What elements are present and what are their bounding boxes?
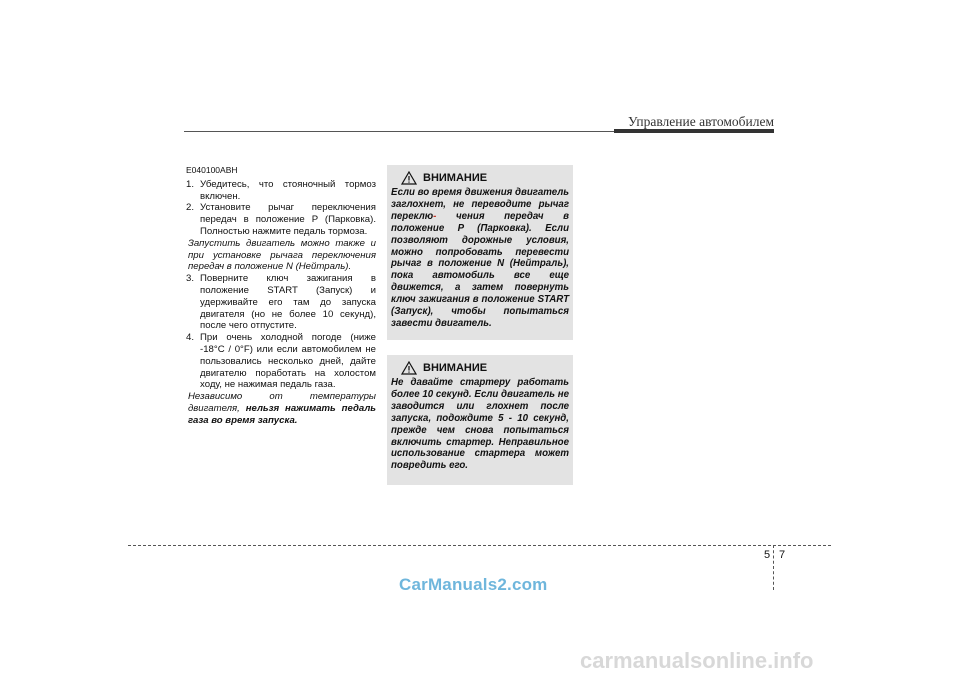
carmanuals-watermark[interactable]: CarManuals2.com (399, 575, 548, 594)
section-code: E040100ABH (186, 165, 238, 175)
warning-header (401, 171, 569, 185)
site-watermark: carmanualsonline.info (580, 648, 814, 673)
step-text: Поверните ключ зажигания в положение START (Запуск) и удерживайте его там до запуска двигателя (но не более 10 секунд), после чего отпустите. (200, 273, 376, 332)
warning-header (401, 361, 569, 375)
step-1 (186, 179, 376, 203)
neutral-note: Запустить двигатель можно также и при установке рычага переключения передач в положение N (Нейтраль). (188, 237, 376, 273)
step-number: 2. (186, 202, 195, 214)
hyphen-mark: - (433, 210, 437, 222)
page-number-divider (773, 545, 774, 590)
warning-text (391, 187, 569, 330)
step-text: При очень холодной погоде (ниже -18°C / 0°F) или если автомобилем не пользовались несколько дней, дайте двигателю поработать на холостом ходу, не нажимая педаль газа. (200, 332, 376, 391)
header-title: Управление автомобилем (628, 114, 774, 129)
warning-triangle-icon (401, 361, 417, 375)
warning-text-a: Если во время движения двигатель заглохнет, не переводите рычаг переклю (391, 187, 569, 222)
step-number: 4. (186, 332, 195, 344)
section-number: 5 (764, 549, 771, 561)
throttle-note-a: Независимо от температуры двигателя, (188, 391, 376, 414)
header-bar (614, 129, 774, 133)
step-3 (186, 273, 376, 332)
footer-divider (128, 545, 831, 546)
warning-box-2 (387, 355, 573, 485)
warning-text-b: чения передач в положение P (Парковка). Если позволяют дорожные условия, можно попробовать перевести рычаг в положение N (Нейтраль), пока автомобиль все еще движется, а затем повернуть ключ зажигания в положение START (Запуск), чтобы попытаться завести двигатель. (391, 210, 569, 329)
warning-title: ВНИМАНИЕ (423, 172, 488, 184)
header-rule (184, 131, 614, 132)
step-number: 1. (186, 178, 195, 190)
instructions-column (186, 165, 376, 427)
step-2 (186, 202, 376, 237)
step-number: 3. (186, 273, 195, 285)
throttle-note (186, 391, 376, 426)
warning-text: Не давайте стартеру работать более 10 секунд. Если двигатель не заводится или глохнет после запуска, подождите 5 - 10 секунд, прежде чем снова попытаться включить стартер. Неправильное использование стартера может повредить его. (391, 377, 569, 472)
warning-box-1 (387, 165, 573, 340)
step-text: Убедитесь, что стояночный тормоз включен. (200, 178, 376, 202)
throttle-note-b: нельзя нажимать педаль газа во время запуска. (188, 402, 376, 426)
step-4 (186, 332, 376, 391)
page-number: 7 (779, 549, 786, 561)
warning-triangle-icon (401, 171, 417, 185)
warning-title: ВНИМАНИЕ (423, 362, 488, 374)
step-text: Установите рычаг переключения передач в положение P (Парковка). Полностью нажмите педаль тормоза. (200, 202, 376, 237)
